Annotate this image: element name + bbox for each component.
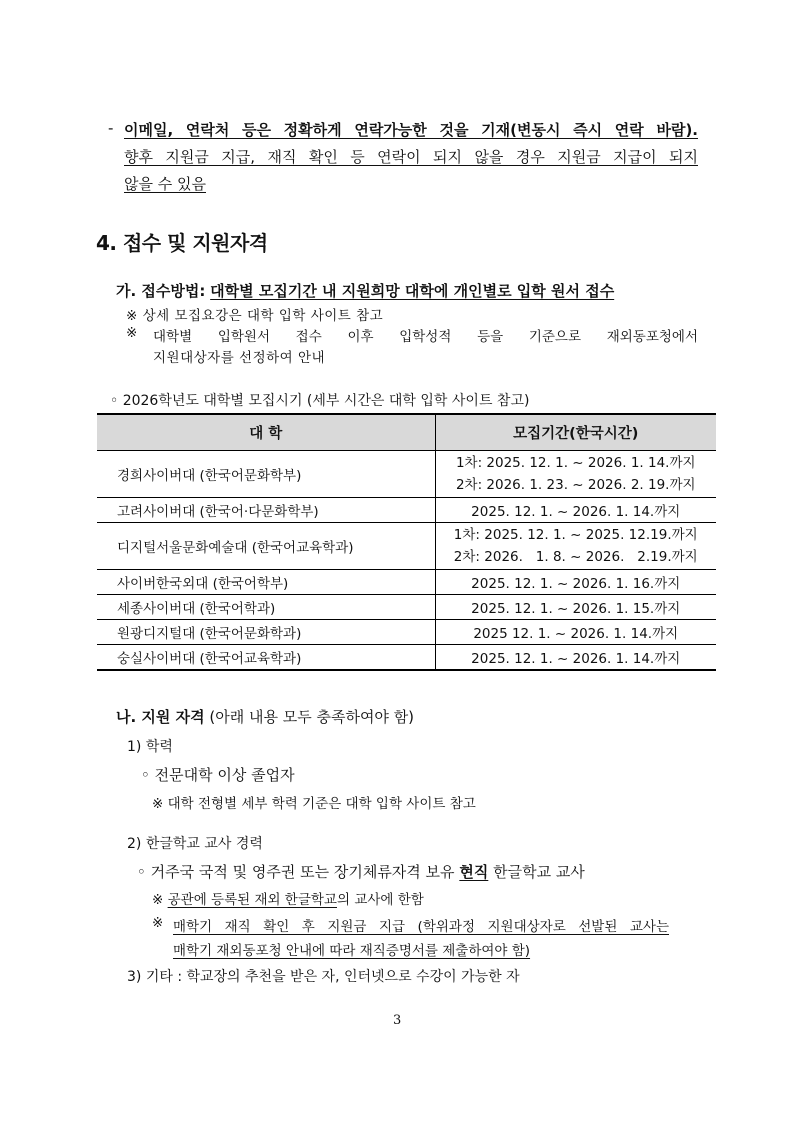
- schedule-caption: ◦ 2026학년도 대학별 모집시기 (세부 시간은 대학 입학 사이트 참고): [110, 393, 530, 409]
- teacher-career-note-2-line1: 매학기 재직 확인 후 지원금 지급 (학위과정 지원대상자로 선발된 교사는: [173, 919, 669, 935]
- university-name: 고려사이버대 (한국어·다문화학부): [97, 498, 435, 523]
- application-note-2-mark: ※: [126, 325, 138, 341]
- contact-note-dash: -: [108, 119, 114, 137]
- table-row: [97, 570, 716, 595]
- teacher-career-bullet-bold: 현직: [459, 863, 489, 881]
- teacher-career-bullet-pre: ◦ 거주국 국적 및 영주권 또는 장기체류자격 보유: [137, 863, 455, 881]
- university-name: 원광디지털대 (한국어문화학과): [97, 620, 435, 645]
- teacher-career-note-1-underlined: 공관에 등록된 재외 한글학교: [167, 892, 337, 908]
- contact-note-line3: 않을 수 있음: [124, 175, 206, 193]
- header-period: 모집기간(한국시간): [435, 414, 716, 451]
- eligibility-label: 나. 지원 자격: [116, 708, 205, 726]
- recruitment-period: [435, 523, 716, 570]
- application-method-text: 대학별 모집기간 내 지원희망 대학에 개인별로 입학 원서 접수: [210, 282, 615, 300]
- recruitment-period: 2025. 12. 1. ~ 2026. 1. 14.까지: [435, 645, 716, 671]
- contact-note-line2: 향후 지원금 지급, 재직 확인 등 연락이 되지 않을 경우 지원금 지급이 되지: [124, 148, 698, 166]
- table-row: [97, 595, 716, 620]
- schedule-header-row: [97, 414, 716, 451]
- application-method: [116, 280, 614, 301]
- university-name: 경희사이버대 (한국어문화학부): [97, 451, 435, 498]
- period-line: 2차: 2026. 1. 23. ~ 2026. 2. 19.까지: [455, 477, 696, 493]
- university-name: 숭실사이버대 (한국어교육학과): [97, 645, 435, 671]
- teacher-career-bullet-post: 한글학교 교사: [493, 863, 585, 881]
- table-row: [97, 498, 716, 523]
- period-line: 2차: 2026. 1. 8. ~ 2026. 2.19.까지: [453, 549, 698, 565]
- header-university: 대 학: [97, 414, 435, 451]
- application-note-2-line1: 대학별 입학원서 접수 이후 입학성적 등을 기준으로 재외동포청에서: [153, 329, 698, 345]
- teacher-career-title: 2) 한글학교 교사 경력: [127, 836, 263, 852]
- education-title: 1) 학력: [127, 739, 173, 755]
- education-bullet: ◦ 전문대학 이상 졸업자: [141, 766, 295, 784]
- section-heading: 4. 접수 및 지원자격: [96, 231, 268, 255]
- recruitment-period: 2025. 12. 1. ~ 2026. 1. 15.까지: [435, 595, 716, 620]
- eligibility-heading: [116, 706, 414, 727]
- other-requirement: 3) 기타 : 학교장의 추천을 받은 자, 인터넷으로 수강이 가능한 자: [127, 969, 520, 985]
- table-row: [97, 451, 716, 498]
- recruitment-period: [435, 451, 716, 498]
- education-note: ※ 대학 전형별 세부 학력 기준은 대학 입학 사이트 참고: [152, 796, 476, 812]
- teacher-career-note-2-line2: 매학기 재외동포청 안내에 따라 재직증명서를 제출하여야 함): [173, 943, 531, 959]
- schedule-table: [97, 413, 716, 671]
- university-name: 사이버한국외대 (한국어학부): [97, 570, 435, 595]
- table-row: [97, 620, 716, 645]
- note-mark: ※: [152, 892, 164, 908]
- period-line: 1차: 2025. 12. 1. ~ 2025. 12.19.까지: [453, 527, 698, 543]
- teacher-career-bullet: [137, 861, 585, 882]
- recruitment-period: 2025 12. 1. ~ 2026. 1. 14.까지: [435, 620, 716, 645]
- recruitment-period: 2025. 12. 1. ~ 2026. 1. 16.까지: [435, 570, 716, 595]
- table-row: [97, 645, 716, 671]
- application-method-label: 가. 접수방법:: [116, 282, 206, 300]
- recruitment-period: 2025. 12. 1. ~ 2026. 1. 14.까지: [435, 498, 716, 523]
- university-name: 세종사이버대 (한국어학과): [97, 595, 435, 620]
- teacher-career-note-1-rest: 의 교사에 한함: [336, 892, 424, 908]
- teacher-career-note-1: [152, 888, 424, 908]
- university-name: 디지털서울문화예술대 (한국어교육학과): [97, 523, 435, 570]
- teacher-career-note-2-mark: ※: [152, 915, 164, 931]
- application-note-2-line2: 지원대상자를 선정하여 안내: [153, 350, 326, 366]
- contact-note-line1: 이메일, 연락처 등은 정확하게 연락가능한 것을 기재(변동시 즉시 연락 바람).: [124, 121, 698, 139]
- period-line: 1차: 2025. 12. 1. ~ 2026. 1. 14.까지: [455, 455, 696, 471]
- page-number: 3: [393, 1013, 402, 1028]
- application-note-1: ※ 상세 모집요강은 대학 입학 사이트 참고: [126, 308, 384, 324]
- table-row: [97, 523, 716, 570]
- eligibility-note: (아래 내용 모두 충족하여야 함): [209, 708, 415, 726]
